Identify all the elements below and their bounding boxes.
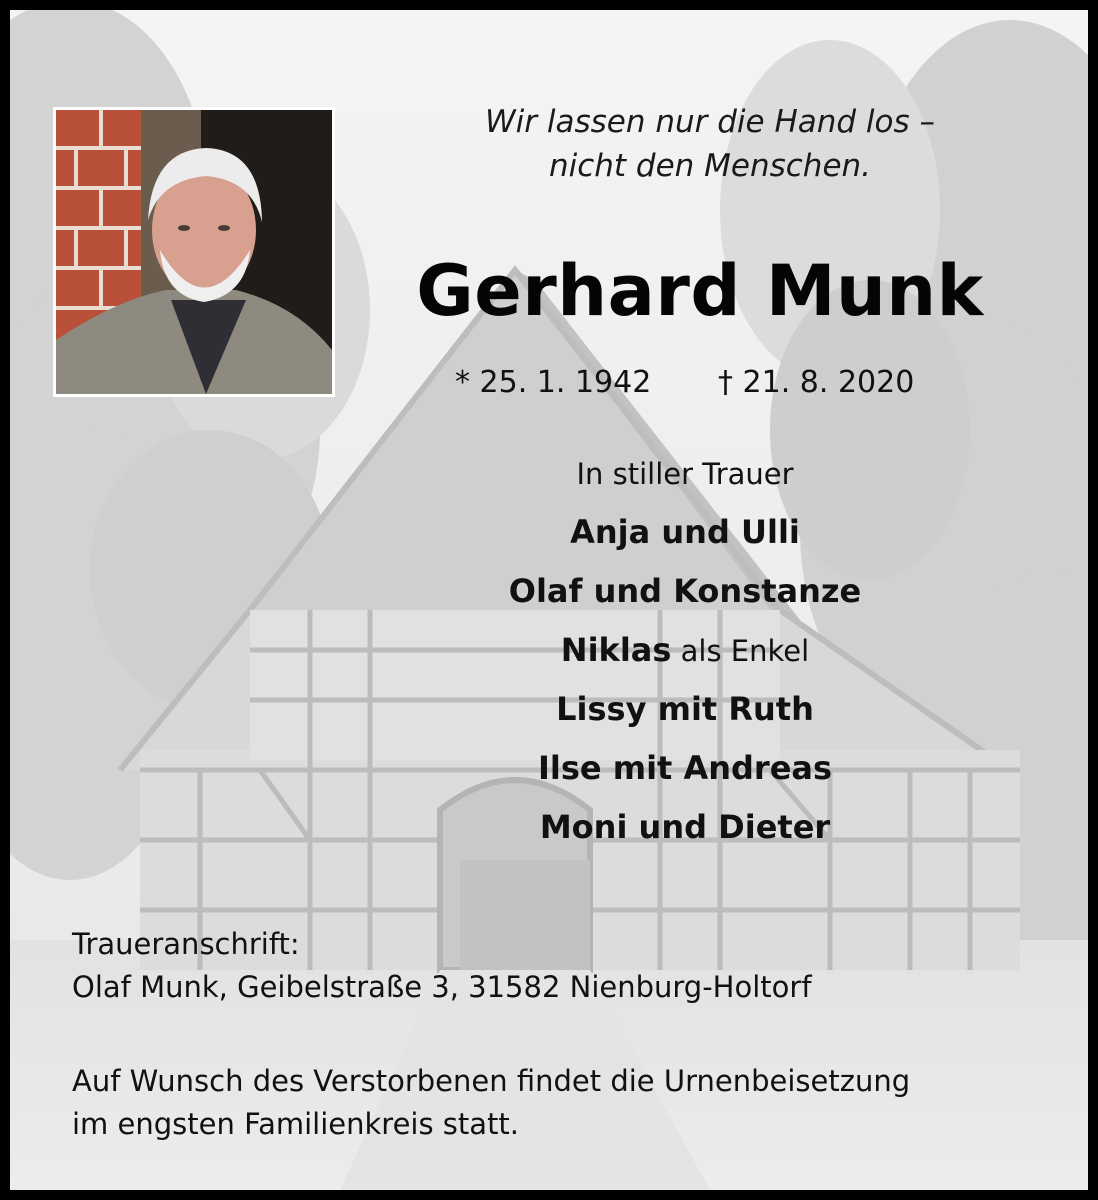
family-member-name: Anja und Ulli bbox=[570, 513, 800, 551]
family-member bbox=[450, 690, 920, 728]
family-member-name: Niklas bbox=[560, 631, 672, 669]
burial-notice-line-2: im engsten Familienkreis statt. bbox=[72, 1107, 520, 1141]
family-member-relation: als Enkel bbox=[671, 634, 810, 668]
family-member-name: Lissy mit Ruth bbox=[556, 690, 814, 728]
family-member bbox=[450, 572, 920, 610]
birth-date: * 25. 1. 1942 bbox=[455, 365, 652, 400]
family-member bbox=[450, 631, 920, 669]
family-member bbox=[450, 513, 920, 551]
portrait-image bbox=[56, 110, 332, 394]
portrait-photo bbox=[53, 107, 335, 397]
deceased-name: Gerhard Munk bbox=[416, 250, 984, 332]
address-value: Olaf Munk, Geibelstraße 3, 31582 Nienburg-Holtorf bbox=[72, 970, 812, 1004]
family-member-name: Olaf und Konstanze bbox=[508, 572, 862, 610]
motto bbox=[390, 100, 1030, 188]
family-member-name: Moni und Dieter bbox=[539, 808, 831, 846]
motto-line-1: Wir lassen nur die Hand los – bbox=[484, 104, 936, 140]
family-member bbox=[450, 808, 920, 846]
burial-notice-line-1: Auf Wunsch des Verstorbenen findet die Urnenbeisetzung bbox=[72, 1064, 911, 1098]
address-label: Traueranschrift: bbox=[72, 927, 300, 961]
mourning-intro: In stiller Trauer bbox=[576, 457, 794, 491]
family-member bbox=[450, 749, 920, 787]
motto-line-2: nicht den Menschen. bbox=[548, 148, 872, 184]
death-date: † 21. 8. 2020 bbox=[718, 365, 915, 400]
family-member-name: Ilse mit Andreas bbox=[537, 749, 833, 787]
